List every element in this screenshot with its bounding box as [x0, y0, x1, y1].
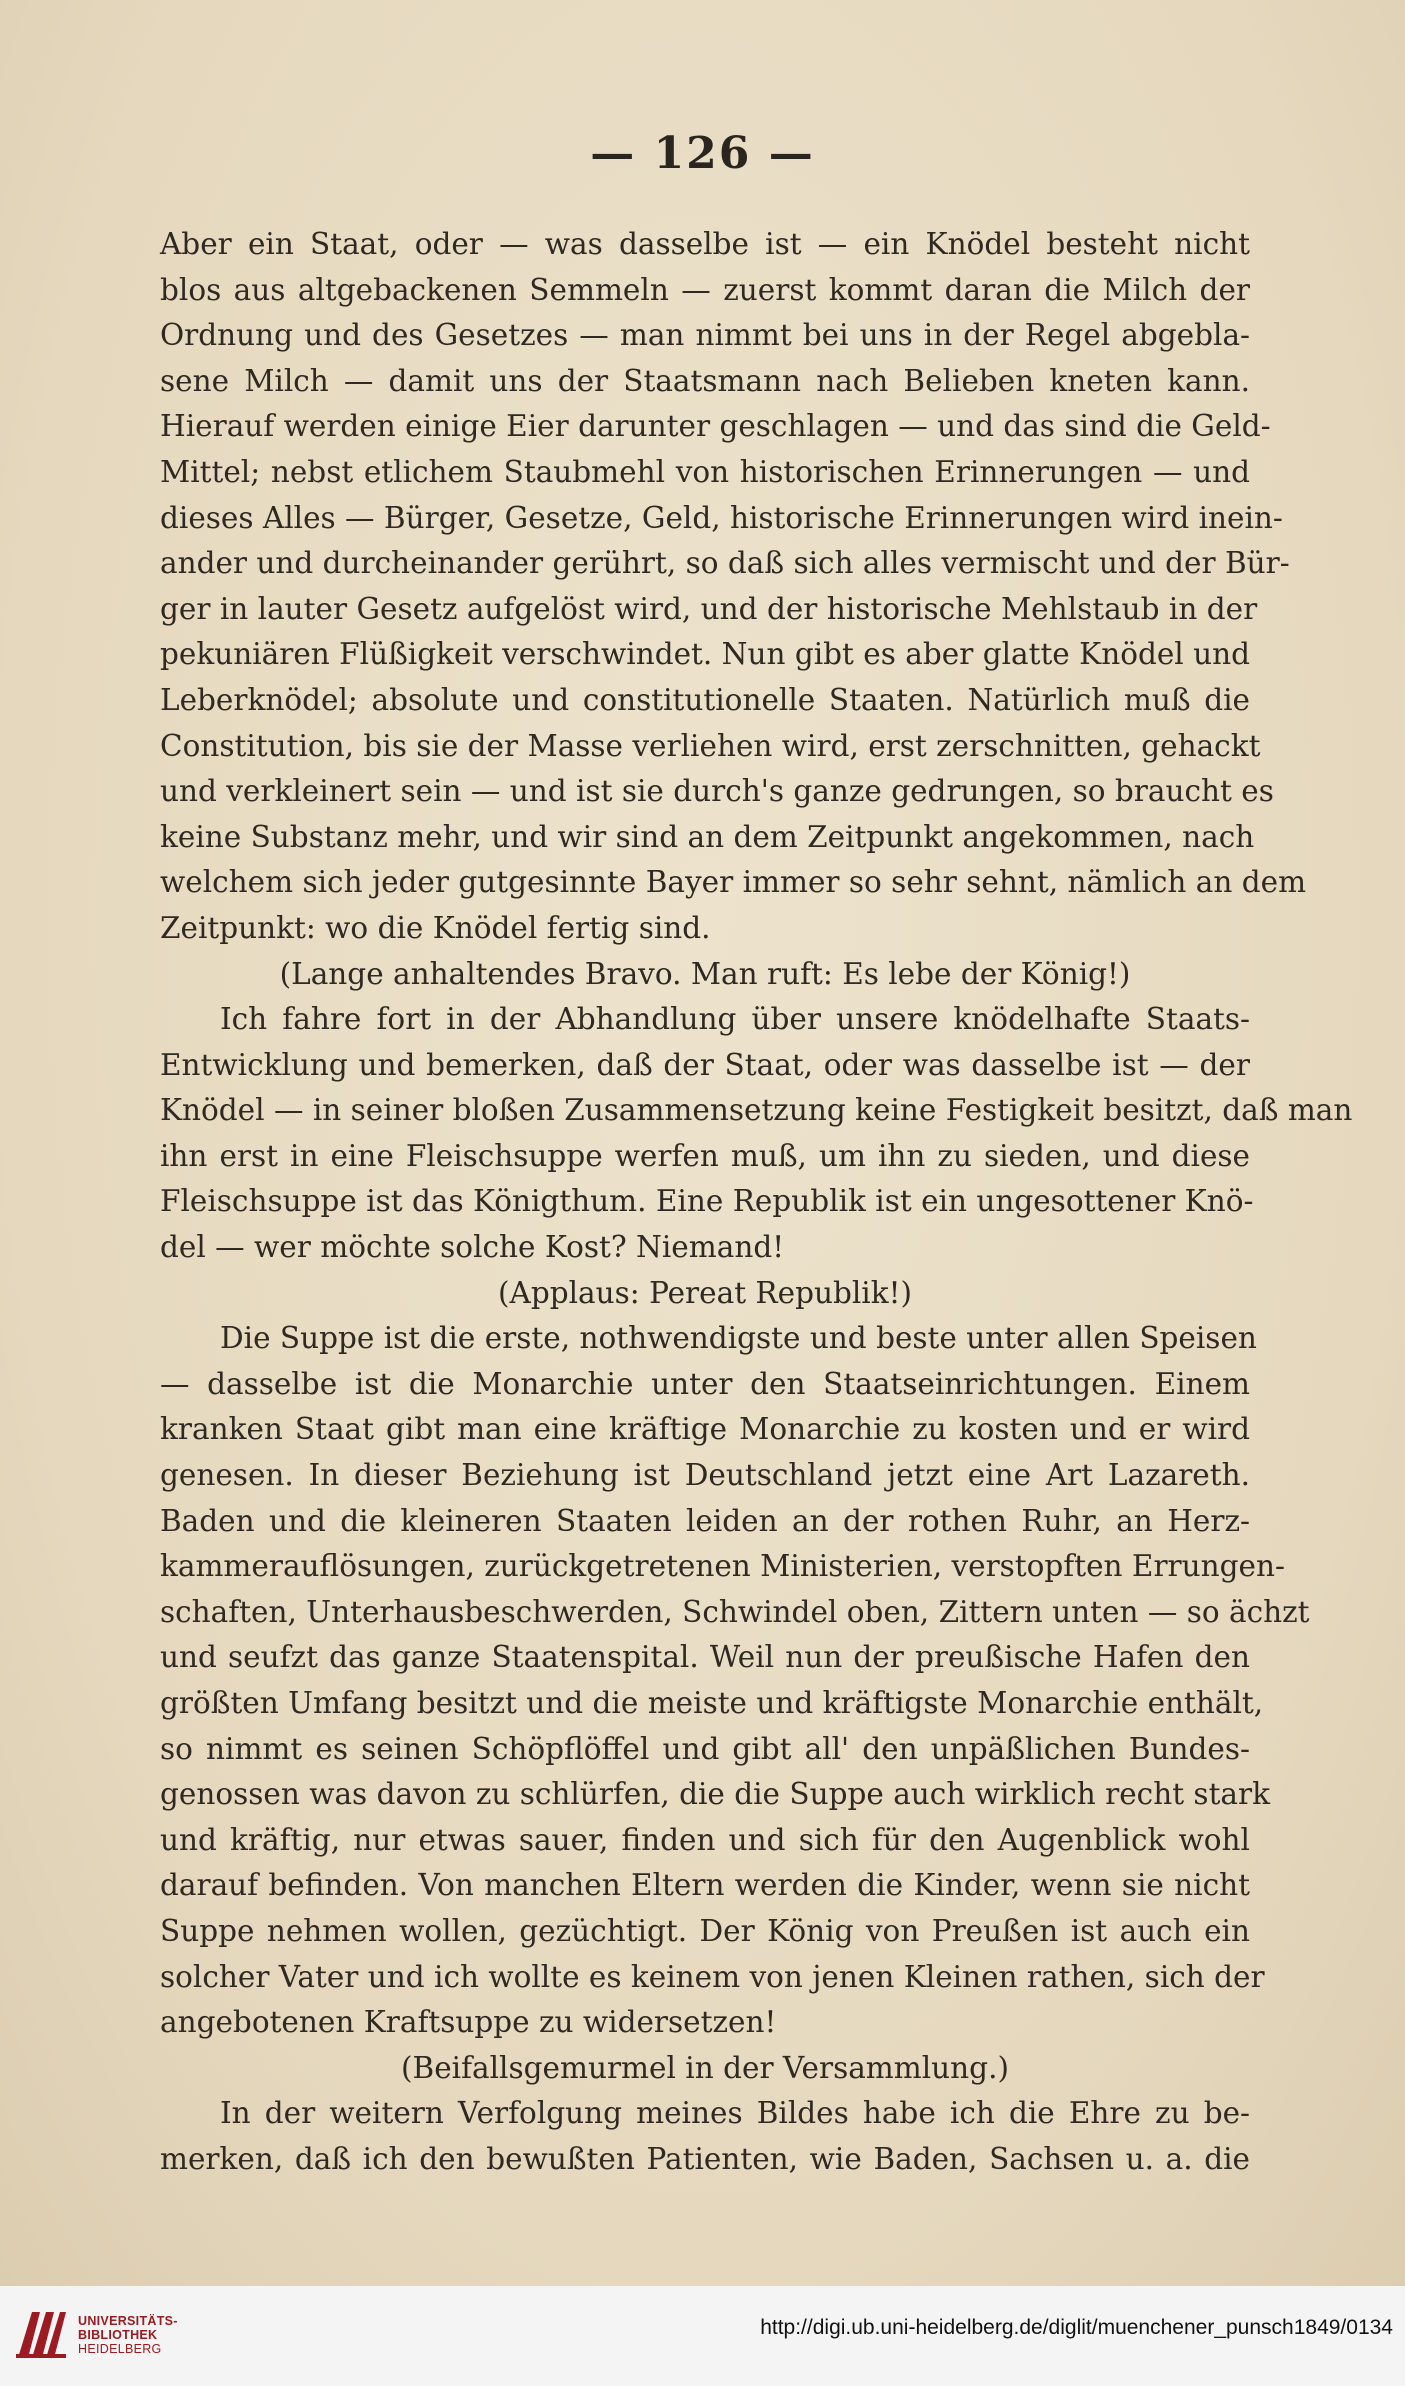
text-line: (Beifallsgemurmel in der Versammlung.) — [401, 2050, 1009, 2085]
text-line: Fleischsuppe ist das Königthum. Eine Republik ist ein ungesottener Knö- — [160, 1184, 1254, 1219]
library-logo[interactable] — [12, 2300, 222, 2370]
text-line: schaften, Unterhausbeschwerden, Schwindel oben, Zittern unten — so ächzt — [160, 1594, 1310, 1629]
text-line: solcher Vater und ich wollte es keinem von jenen Kleinen rathen, sich der — [160, 1959, 1265, 1994]
logo-line: BIBLIOTHEK — [78, 2328, 158, 2342]
text-line: Die Suppe ist die erste, nothwendigste und beste unter allen Speisen — [220, 1321, 1257, 1356]
text-line: Zeitpunkt: wo die Knödel fertig sind. — [160, 910, 711, 945]
library-name — [78, 2314, 178, 2356]
text-line: angebotenen Kraftsuppe zu widersetzen! — [160, 2005, 777, 2040]
text-line: und kräftig, nur etwas sauer, finden und sich für den Augenblick wohl — [160, 1822, 1250, 1857]
text-line: welchem sich jeder gutgesinnte Bayer immer so sehr sehnt, nämlich an dem — [160, 865, 1307, 900]
text-line: darauf befinden. Von manchen Eltern werden die Kinder, wenn sie nicht — [160, 1868, 1250, 1903]
text-line: Entwicklung und bemerken, daß der Staat, oder was dasselbe ist — der — [160, 1047, 1250, 1082]
text-line: pekuniären Flüßigkeit verschwindet. Nun gibt es aber glatte Knödel und — [160, 637, 1250, 672]
text-line: blos aus altgebackenen Semmeln — zuerst kommt daran die Milch der — [160, 272, 1250, 307]
viewer-footer — [0, 2286, 1405, 2386]
text-line: genossen was davon zu schlürfen, die die Suppe auch wirklich recht stark — [160, 1777, 1270, 1812]
text-line: keine Substanz mehr, und wir sind an dem Zeitpunkt angekommen, nach — [160, 819, 1255, 854]
body-text — [160, 222, 1353, 2183]
text-line: ger in lauter Gesetz aufgelöst wird, und der historische Mehlstaub in der — [160, 591, 1258, 626]
text-line: kammerauflösungen, zurückgetretenen Ministerien, verstopften Errungen- — [160, 1549, 1285, 1584]
text-line: dieses Alles — Bürger, Gesetze, Geld, historische Erinnerungen wird inein- — [160, 500, 1283, 535]
logo-line: UNIVERSITÄTS- — [78, 2314, 178, 2328]
text-line: Hierauf werden einige Eier darunter geschlagen — und das sind die Geld- — [160, 409, 1271, 444]
text-line: ihn erst in eine Fleischsuppe werfen muß, um ihn zu sieden, und diese — [160, 1138, 1250, 1173]
text-line: Mittel; nebst etlichem Staubmehl von historischen Erinnerungen — und — [160, 454, 1250, 489]
text-line: (Applaus: Pereat Republik!) — [498, 1275, 912, 1310]
source-url[interactable]: http://digi.ub.uni-heidelberg.de/diglit/muenchener_punsch1849/0134 — [760, 2316, 1393, 2339]
text-line: sene Milch — damit uns der Staatsmann nach Belieben kneten kann. — [160, 363, 1250, 398]
text-line: Knödel — in seiner bloßen Zusammensetzung keine Festigkeit besitzt, daß man — [160, 1093, 1353, 1128]
text-line: und verkleinert sein — und ist sie durch's ganze gedrungen, so braucht es — [160, 774, 1274, 809]
text-line: Constitution, bis sie der Masse verliehen wird, erst zerschnitten, gehackt — [160, 728, 1261, 763]
text-line: del — wer möchte solche Kost? Niemand! — [160, 1230, 785, 1265]
text-line: — dasselbe ist die Monarchie unter den Staatseinrichtungen. Einem — [160, 1366, 1250, 1401]
text-line: ander und durcheinander gerührt, so daß sich alles vermischt und der Bür- — [160, 546, 1290, 581]
library-seal-icon — [12, 2304, 70, 2364]
text-line: genesen. In dieser Beziehung ist Deutschland jetzt eine Art Lazareth. — [160, 1458, 1250, 1493]
text-line: In der weitern Verfolgung meines Bildes habe ich die Ehre zu be- — [220, 2096, 1250, 2131]
text-line: und seufzt das ganze Staatenspital. Weil nun der preußische Hafen den — [160, 1640, 1250, 1675]
text-line: Ich fahre fort in der Abhandlung über unsere knödelhafte Staats- — [220, 1002, 1250, 1037]
text-line: Leberknödel; absolute und constitutionelle Staaten. Natürlich muß die — [160, 682, 1250, 717]
text-line: kranken Staat gibt man eine kräftige Monarchie zu kosten und er wird — [160, 1412, 1250, 1447]
text-line: so nimmt es seinen Schöpflöffel und gibt all' den unpäßlichen Bundes- — [160, 1731, 1250, 1766]
text-line: merken, daß ich den bewußten Patienten, wie Baden, Sachsen u. a. die — [160, 2141, 1250, 2176]
page-number: — 126 — — [590, 128, 815, 179]
text-line: größten Umfang besitzt und die meiste und kräftigste Monarchie enthält, — [160, 1686, 1264, 1720]
text-line: (Lange anhaltendes Bravo. Man ruft: Es lebe der König!) — [279, 956, 1131, 991]
text-line: Aber ein Staat, oder — was dasselbe ist — ein Knödel besteht nicht — [160, 227, 1250, 261]
text-line: Ordnung und des Gesetzes — man nimmt bei uns in der Regel abgebla- — [160, 318, 1250, 353]
text-line: Baden und die kleineren Staaten leiden an der rothen Ruhr, an Herz- — [160, 1503, 1250, 1538]
text-line: Suppe nehmen wollen, gezüchtigt. Der König von Preußen ist auch ein — [160, 1913, 1250, 1948]
logo-line: HEIDELBERG — [78, 2342, 162, 2356]
